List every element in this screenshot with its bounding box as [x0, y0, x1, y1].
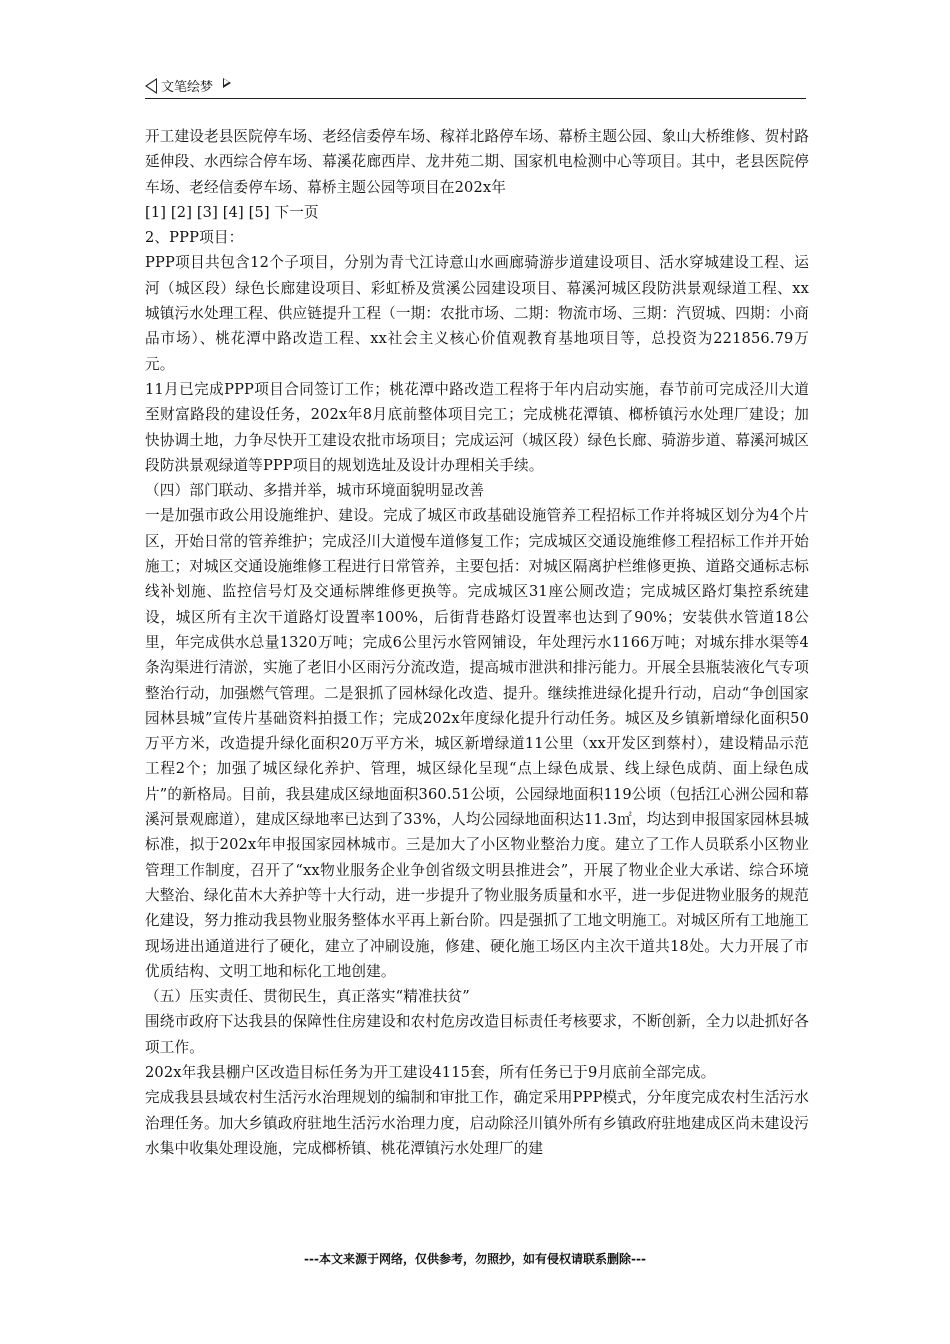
header-brand [145, 76, 231, 95]
section-heading: 2、PPP项目： [145, 229, 244, 247]
paragraph: 开工建设老县医院停车场、老经信委停车场、稼祥北路停车场、幕桥主题公园、象山大桥维修、贺村路延伸段、水西综合停车场、幕溪花廊西岸、龙井苑二期、国家机电检测中心等项目。其中，老县医院停车场、老经信委停车场、幕桥主题公园等项目在202x年 [145, 128, 809, 196]
section-heading: （五）压实责任、贯彻民生，真正落实“精准扶贫” [145, 988, 470, 1006]
paragraph: PPP项目共包含12个子项目，分别为青弋江诗意山水画廊骑游步道建设项目、活水穿城建设工程、运河（城区段）绿色长廊建设项目、彩虹桥及赏溪公园建设项目、幕溪河城区段防洪景观绿道工程、xx城镇污水处理工程、供应链提升工程（一期：农批市场、二期：物流市场、三期：汽贸城、四期：小商品市场）、桃花潭中路改造工程、xx社会主义核心价值观教育基地项目等，总投资为221856.79万元。 [145, 254, 809, 373]
page-header [145, 74, 806, 99]
triangle-right-icon [223, 78, 231, 88]
triangle-left-icon [145, 78, 157, 94]
brand-text: 文笔绘梦 [161, 80, 214, 95]
paragraph: 一是加强市政公用设施维护、建设。完成了城区市政基础设施管养工程招标工作并将城区划分为4个片区，开始日常的管养维护；完成泾川大道慢车道修复工作；完成城区交通设施维修工程招标工作并开始施工；对城区交通设施维修工程进行日常管养，主要包括：对城区隔离护栏维修更换、道路交通标志标线补划施、监控信号灯及交通标牌维修更换等。完成城区31座公厕改造；完成城区路灯集控系统建设，城区所有主次干道路灯设置率100%，后街背巷路灯设置率也达到了90%；安装供水管道18公里，年完成供水总量1320万吨；完成6公里污水管网铺设，年处理污水1166万吨；对城东排水渠等4条沟渠进行清淤，实施了老旧小区雨污分流改造，提高城市泄洪和排污能力。开展全县瓶装液化气专项整治行动，加强燃气管理。二是狠抓了园林绿化改造、提升。继续推进绿化提升行动，启动“争创国家园林县城”宣传片基础资料拍摄工作；完成202x年度绿化提升行动任务。城区及乡镇新增绿化面积50万平方米，改造提升绿化面积20万平方米，城区新增绿道11公里（xx开发区到蔡村），建设精品示范工程2个；加强了城区绿化养护、管理，城区绿化呈现“点上绿色成景、线上绿色成荫、面上绿色成片”的新格局。目前，我县建成区绿地面积360.51公顷，公园绿地面积119公顷（包括江心洲公园和幕溪河景观廊道），建成区绿地率已达到了33%，人均公园绿地面积达11.3㎡，均达到申报国家园林县城标准，拟于202x年申报国家园林城市。三是加大了小区物业整治力度。建立了工作人员联系小区物业管理工作制度，召开了“xx物业服务企业争创省级文明县推进会”，开展了物业企业大承诺、综合环境大整治、绿化苗木大养护等十大行动，进一步提升了物业服务质量和水平，进一步促进物业服务的规范化建设，努力推动我县物业服务整体水平再上新台阶。四是强抓了工地文明施工。对城区所有工地施工现场进出通道进行了硬化，建立了冲刷设施，修建、硬化施工场区内主次干道共18处。大力开展了市优质结构、文明工地和标化工地创建。 [145, 507, 809, 980]
document-body [145, 124, 809, 1161]
paragraph: 11月已完成PPP项目合同签订工作；桃花潭中路改造工程将于年内启动实施，春节前可完成泾川大道至财富路段的建设任务，202x年8月底前整体项目完工；完成桃花潭镇、榔桥镇污水处理厂建设；加快协调土地，力争尽快开工建设农批市场项目；完成运河（城区段）绿色长廊、骑游步道、幕溪河城区段防洪景观绿道等PPP项目的规划选址及设计办理相关手续。 [145, 380, 809, 474]
paragraph: 202x年我县棚户区改造目标任务为开工建设4115套，所有任务已于9月底前全部完成。 [145, 1063, 716, 1081]
pagination-links[interactable]: [1] [2] [3] [4] [5] 下一页 [145, 203, 319, 221]
paragraph: 围绕市政府下达我县的保障性住房建设和农村危房改造目标责任考核要求，不断创新，全力以赴抓好各项工作。 [145, 1013, 809, 1056]
footer-disclaimer: ---本文来源于网络，仅供参考，勿照抄，如有侵权请联系删除--- [304, 1252, 646, 1266]
paragraph: 完成我县县域农村生活污水治理规划的编制和审批工作，确定采用PPP模式，分年度完成农村生活污水治理任务。加大乡镇政府驻地生活污水治理力度，启动除泾川镇外所有乡镇政府驻地建成区尚未建设污水集中收集处理设施，完成榔桥镇、桃花潭镇污水处理厂的建 [145, 1089, 809, 1157]
section-heading: （四）部门联动、多措并举，城市环境面貌明显改善 [145, 482, 485, 500]
